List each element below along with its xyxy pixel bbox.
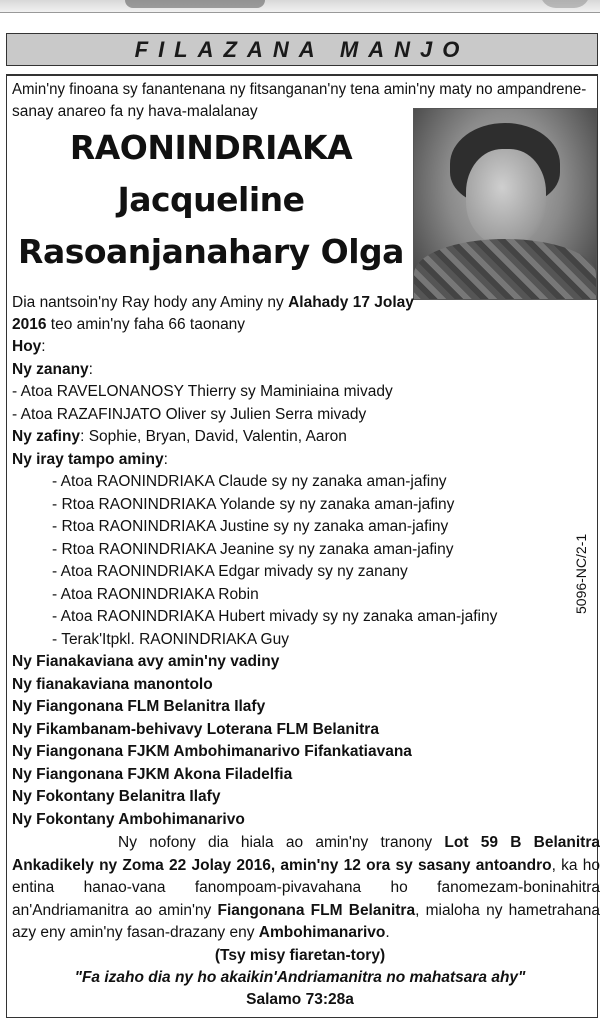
death-text: Dia nantsoin'ny Ray hody any Aminy ny [12,294,289,311]
group-item: Ny Fiangonana FLM Belanitra Ilafy [12,698,266,715]
sibling-item: - Atoa RAONINDRIAKA Claude sy ny zanaka aman-jafiny [52,473,447,490]
death-age: teo amin'ny faha 66 taonany [46,316,246,333]
no-condolence-note: (Tsy misy fiaretan-tory) [214,947,386,964]
section-header [6,33,598,66]
deceased-other-name: Rasoanjanahary Olga [18,232,404,271]
sibling-item: - Rtoa RAONINDRIAKA Yolande sy ny zanaka aman-jafiny [52,496,455,513]
masthead-fragment [125,0,265,8]
grandchildren-line: Ny zafiny: Sophie, Bryan, David, Valentin, Aaron [12,428,347,445]
group-item: Ny Fianakaviana avy amin'ny vadiny [12,653,280,670]
sibling-item: - Terak'Itpkl. RAONINDRIAKA Guy [52,631,289,648]
hoy-label: Hoy: [12,338,46,355]
deceased-surname: RAONINDRIAKA [69,128,353,167]
section-title: FILAZANA MANJO [134,36,470,62]
death-line-2 [12,314,245,336]
group-item: Ny Fikambanam-behivavy Loterana FLM Belanitra [12,721,379,738]
group-item: Ny Fokontany Ambohimanarivo [12,811,245,828]
sibling-item: - Rtoa RAONINDRIAKA Jeanine sy ny zanaka aman-jafiny [52,541,454,558]
child-item: - Atoa RAVELONANOSY Thierry sy Maminiaina mivady [12,383,393,400]
group-item: Ny Fokontany Belanitra Ilafy [12,788,221,805]
group-item: Ny Fiangonana FJKM Ambohimanarivo Fifankatiavana [12,743,412,760]
bible-verse: "Fa izaho dia ny ho akaikin'Andriamanitra no mahatsara ahy" [74,969,526,986]
intro-line-2: sanay anareo fa ny hava-malalanay [12,103,258,120]
sibling-item: - Atoa RAONINDRIAKA Robin [52,586,259,603]
siblings-label: Ny iray tampo aminy: [12,451,168,468]
death-date: Alahady 17 Jolay [288,294,414,311]
funeral-paragraph: Ny nofony dia hiala ao amin'ny tranony Lot 59 B Belanitra Ankadikely ny Zoma 22 Jolay 2016, amin'ny 12 ora sy sasany antoandro, ka ho entina hanao-vana fanompoam-pivavahana ho fanomezam-boninahitra an'Andriamanitra ao amin'ny Fiangonana FLM Belanitra, mialoha ny hametrahana azy eny amin'ny fasan-drazany eny Ambohimanarivo. [12,834,600,941]
grandchildren-names: Sophie, Bryan, David, Valentin, Aaron [88,428,347,445]
group-item: Ny fianakaviana manontolo [12,676,213,693]
page-top-strip [0,0,600,13]
death-line-1 [12,292,414,314]
sibling-item: - Atoa RAONINDRIAKA Hubert mivady sy ny zanaka aman-jafiny [52,608,498,625]
death-year: 2016 [12,316,47,333]
child-item: - Atoa RAZAFINJATO Oliver sy Julien Serra mivady [12,406,367,423]
masthead-fragment-right [540,0,590,8]
sibling-item: - Rtoa RAONINDRIAKA Justine sy ny zanaka aman-jafiny [52,518,449,535]
verse-reference: Salamo 73:28a [246,991,354,1008]
sibling-item: - Atoa RAONINDRIAKA Edgar mivady sy ny zanany [52,563,408,580]
ad-code: 5096-NC/2-1 [573,533,589,614]
portrait-photo [413,108,597,300]
group-item: Ny Fiangonana FJKM Akona Filadelfia [12,766,293,783]
intro-line-1: Amin'ny finoana sy fanantenana ny fitsanganan'ny tena amin'ny maty no ampandrene- [12,81,587,98]
children-label: Ny zanany: [12,361,93,378]
deceased-given-name: Jacqueline [117,180,305,219]
